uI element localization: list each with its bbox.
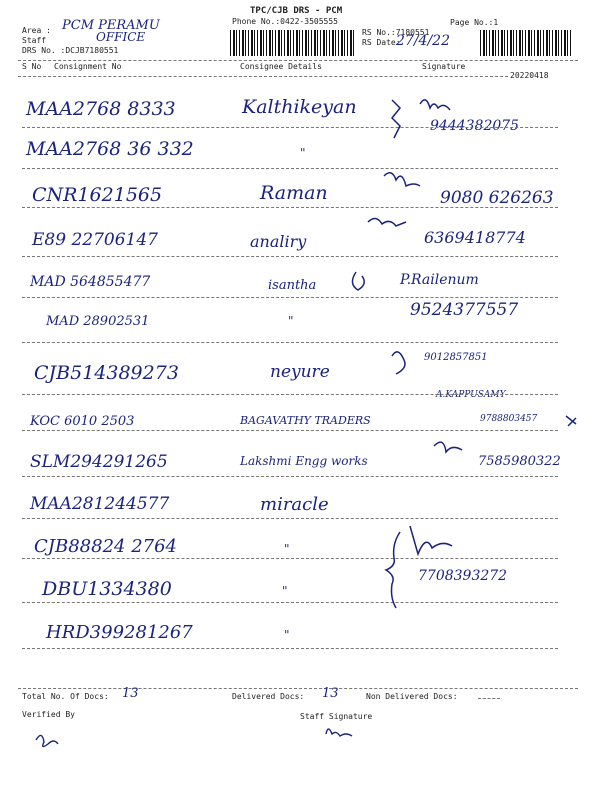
phone-number: Phone No.:0422-3505555 bbox=[232, 17, 338, 26]
row9-consignee: Lakshmi Engg works bbox=[240, 454, 368, 468]
row7-consignment: CJB514389273 bbox=[34, 362, 179, 384]
staff-signature-label: Staff Signature bbox=[300, 712, 373, 721]
row8-phone: 9788803457 bbox=[480, 414, 538, 424]
row2-consignment: MAA2768 36 332 bbox=[26, 138, 194, 160]
row10-consignment: MAA281244577 bbox=[30, 494, 170, 514]
delivered-docs-value: 13 bbox=[322, 686, 339, 701]
row13-consignee: " bbox=[284, 628, 290, 642]
row1-phone: 9444382075 bbox=[430, 118, 520, 134]
row8-consignment: KOC 6010 2503 bbox=[30, 414, 135, 429]
staff-signature bbox=[326, 729, 352, 736]
row5-consignment: MAD 564855477 bbox=[30, 274, 151, 290]
col-signature: Signature bbox=[422, 62, 466, 71]
non-delivered-docs-label: Non Delivered Docs: bbox=[366, 692, 458, 701]
row2-consignee: " bbox=[300, 146, 306, 160]
row4-phone: 6369418774 bbox=[424, 228, 526, 247]
row6-consignment: MAD 28902531 bbox=[46, 314, 150, 329]
rs-date-handwriting: 27/4/22 bbox=[396, 33, 450, 49]
row6-phone: 9524377557 bbox=[410, 300, 519, 320]
row5-consignee: isantha bbox=[268, 278, 317, 293]
row10-consignee: miracle bbox=[260, 494, 329, 515]
col-sno: S No bbox=[22, 62, 42, 71]
staff-handwriting: OFFICE bbox=[96, 30, 146, 44]
row13-consignment: HRD399281267 bbox=[46, 622, 193, 643]
row12-consignment: DBU1334380 bbox=[42, 578, 172, 600]
row3-consignee: Raman bbox=[260, 182, 328, 204]
total-docs-label: Total No. Of Docs: bbox=[22, 692, 109, 701]
row9-consignment: SLM294291265 bbox=[30, 452, 168, 472]
row12-phone: 7708393272 bbox=[418, 568, 508, 584]
row7-phone: 9012857851 bbox=[424, 352, 488, 363]
col-consignee: Consignee Details bbox=[240, 62, 322, 71]
row3-phone: 9080 626263 bbox=[440, 188, 554, 208]
page-number: Page No.:1 bbox=[450, 18, 499, 27]
row11-consignee: " bbox=[284, 542, 290, 556]
row4-consignment: E89 22706147 bbox=[32, 230, 158, 250]
row1-consignment: MAA2768 8333 bbox=[26, 98, 176, 120]
verified-by-label: Verified By bbox=[22, 710, 75, 719]
area-handwriting: PCM PERAMU bbox=[62, 18, 160, 33]
row8-consignee: BAGAVATHY TRADERS bbox=[240, 414, 371, 427]
total-docs-value: 13 bbox=[122, 686, 139, 701]
drs-number: DRS No. :DCJB7180551 bbox=[22, 46, 119, 55]
staff-label: Staff bbox=[22, 36, 47, 45]
delivered-docs-label: Delivered Docs: bbox=[232, 692, 305, 701]
row12-consignee: " bbox=[282, 584, 288, 598]
row1-consignee: Kalthikeyan bbox=[242, 96, 357, 118]
row9-phone: 7585980322 bbox=[478, 454, 561, 469]
row3-consignment: CNR1621565 bbox=[32, 184, 163, 206]
row4-consignee: analiry bbox=[250, 232, 307, 251]
col-code: 20220418 bbox=[510, 71, 549, 80]
kappusamy-note: A.KAPPUSAMY bbox=[436, 390, 506, 400]
rs-number: RS No.:7180551 bbox=[362, 28, 430, 37]
row11-consignment: CJB88824 2764 bbox=[34, 536, 178, 557]
verified-signature bbox=[36, 735, 58, 746]
area-label: Area : bbox=[22, 26, 51, 35]
row5-phone: P.Railenum bbox=[400, 272, 479, 288]
drs-title: TPC/CJB DRS - PCM bbox=[250, 6, 343, 16]
row7-consignee: neyure bbox=[270, 362, 330, 382]
rs-date-label: RS Date: bbox=[362, 38, 401, 47]
row6-consignee: " bbox=[288, 314, 294, 328]
col-consignment: Consignment No bbox=[54, 62, 122, 71]
